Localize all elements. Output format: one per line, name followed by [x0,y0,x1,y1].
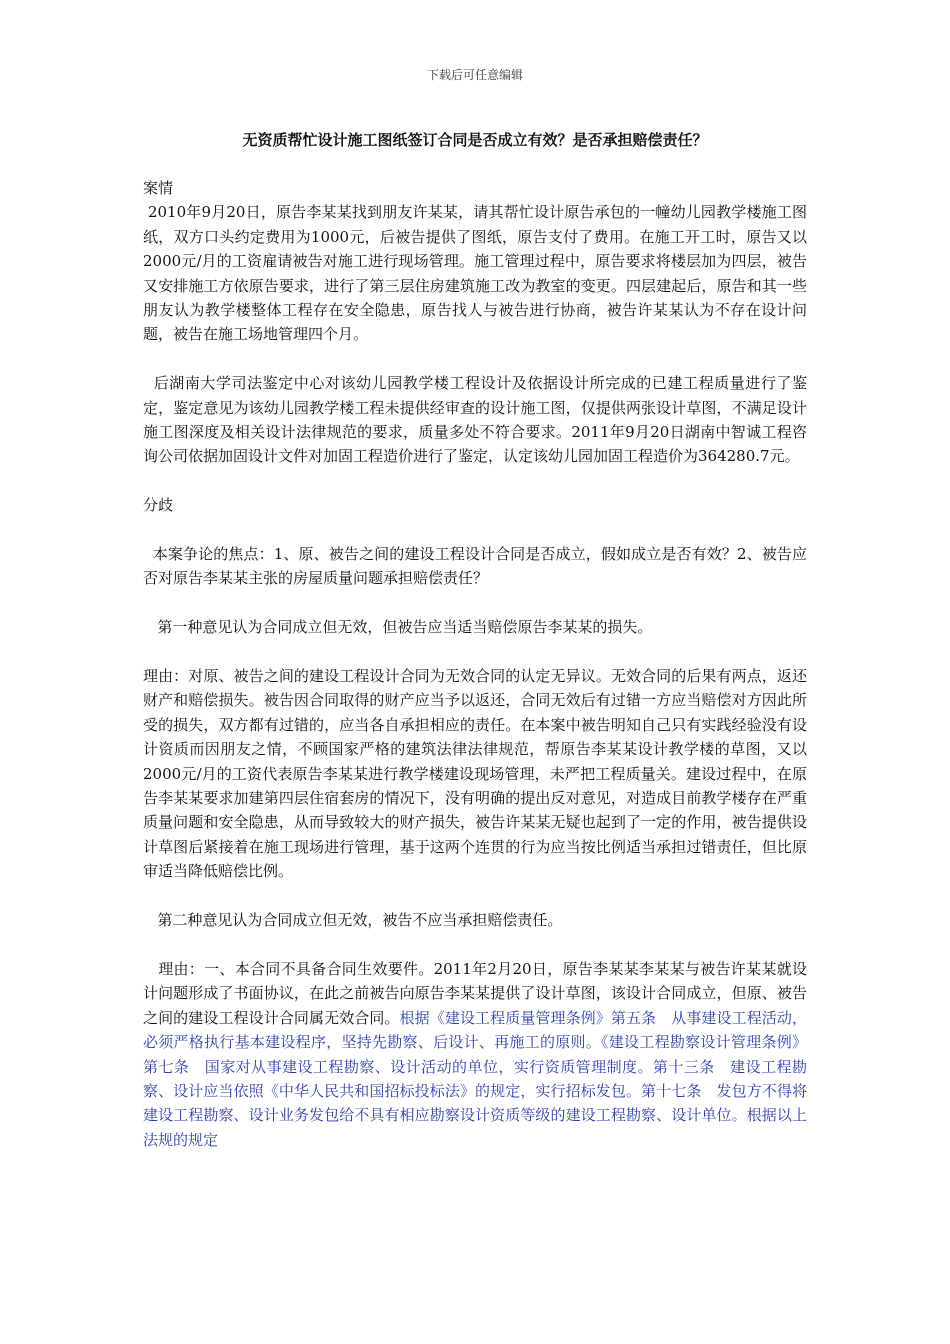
second-reason-text: 理由：一、本合同不具备合同生效要件。2011年2月20日，原告李某某李某某与被告许某某就设计问题形成了书面协议，在此之前被告向原告李某某提供了设计草图，该设计合同成立，但原、被告之间的建设工程设计合同属无效合同。 [143,959,807,1027]
dispute-heading: 分歧 [143,496,174,515]
case-paragraph-2: 后湖南大学司法鉴定中心对该幼儿园教学楼工程设计及依据设计所完成的已建工程质量进行了鉴定，鉴定意见为该幼儿园教学楼工程未提供经审查的设计施工图，仅提供两张设计草图，不满足设计施工图深度及相关设计法律规范的要求，质量多处不符合要求。2011年9月20日湖南中智诚工程咨询公司依据加固设计文件对加固工程造价进行了鉴定，认定该幼儿园加固工程造价为364280.7元。 [143,374,807,466]
second-opinion: 第二种意见认为合同成立但无效，被告不应当承担赔偿责任。 [143,911,563,930]
page-header-note: 下载后可任意编辑 [426,68,523,82]
first-opinion: 第一种意见认为合同成立但无效，但被告应当适当赔偿原告李某某的损失。 [143,618,653,637]
case-paragraph-1: 2010年9月20日，原告李某某找到朋友许某某，请其帮忙设计原告承包的一幢幼儿园教学楼施工图纸，双方口头约定费用为1000元，后被告提供了图纸，原告支付了费用。在施工开工时，原告又以2000元/月的工资雇请被告对施工进行现场管理。施工管理过程中，原告要求将楼层加为四层，被告又安排施工方依原告要求，进行了第三层住房建筑施工改为教室的变更。四层建起后，原告和其一些朋友认为教学楼整体工程存在安全隐患，原告找人与被告进行协商，被告许某某认为不存在设计问题，被告在施工场地管理四个月。 [143,203,807,344]
case-heading: 案情 [143,179,174,197]
document-body [143,176,807,1152]
dispute-focus-paragraph: 本案争论的焦点：1、原、被告之间的建设工程设计合同是否成立，假如成立是否有效？2、被告应否对原告李某某主张的房屋质量问题承担赔偿责任？ [143,545,807,588]
document-title: 无资质帮忙设计施工图纸签订合同是否成立有效？是否承担赔偿责任？ [242,131,708,149]
first-opinion-reason: 理由：对原、被告之间的建设工程设计合同为无效合同的认定无异议。无效合同的后果有两点，返还财产和赔偿损失。被告因合同取得的财产应当予以返还，合同无效后有过错一方应当赔偿对方因此所受的损失，双方都有过错的，应当各自承担相应的责任。在本案中被告明知自己只有实践经验没有设计资质而因朋友之情，不顾国家严格的建筑法律法律规范，帮原告李某某设计教学楼的草图，又以2000元/月的工资代表原告李某某进行教学楼建设现场管理，未严把工程质量关。建设过程中，在原告李某某要求加建第四层住宿套房的情况下，没有明确的提出反对意见，对造成目前教学楼存在严重质量问题和安全隐患，从而导致较大的财产损失，被告许某某无疑也起到了一定的作用，被告提供设计草图后紧接着在施工现场进行管理，基于这两个连贯的行为应当按比例适当承担过错责任，但比原审适当降低赔偿比例。 [143,667,807,881]
second-opinion-reason [143,957,807,1152]
legal-citation-text: 根据《建设工程质量管理条例》第五条 从事建设工程活动，必须严格执行基本建设程序，坚持先勘察、后设计、再施工的原则。《建设工程勘察设计管理条例》第七条 国家对从事建设工程勘察、设计活动的单位，实行资质管理制度。第十三条 建设工程勘察、设计应当依照《中华人民共和国招标投标法》的规定，实行招标发包。第十七条 发包方不得将建设工程勘察、设计业务发包给不具有相应勘察设计资质等级的建设工程勘察、设计单位。根据以上法规的规定 [143,1008,807,1149]
